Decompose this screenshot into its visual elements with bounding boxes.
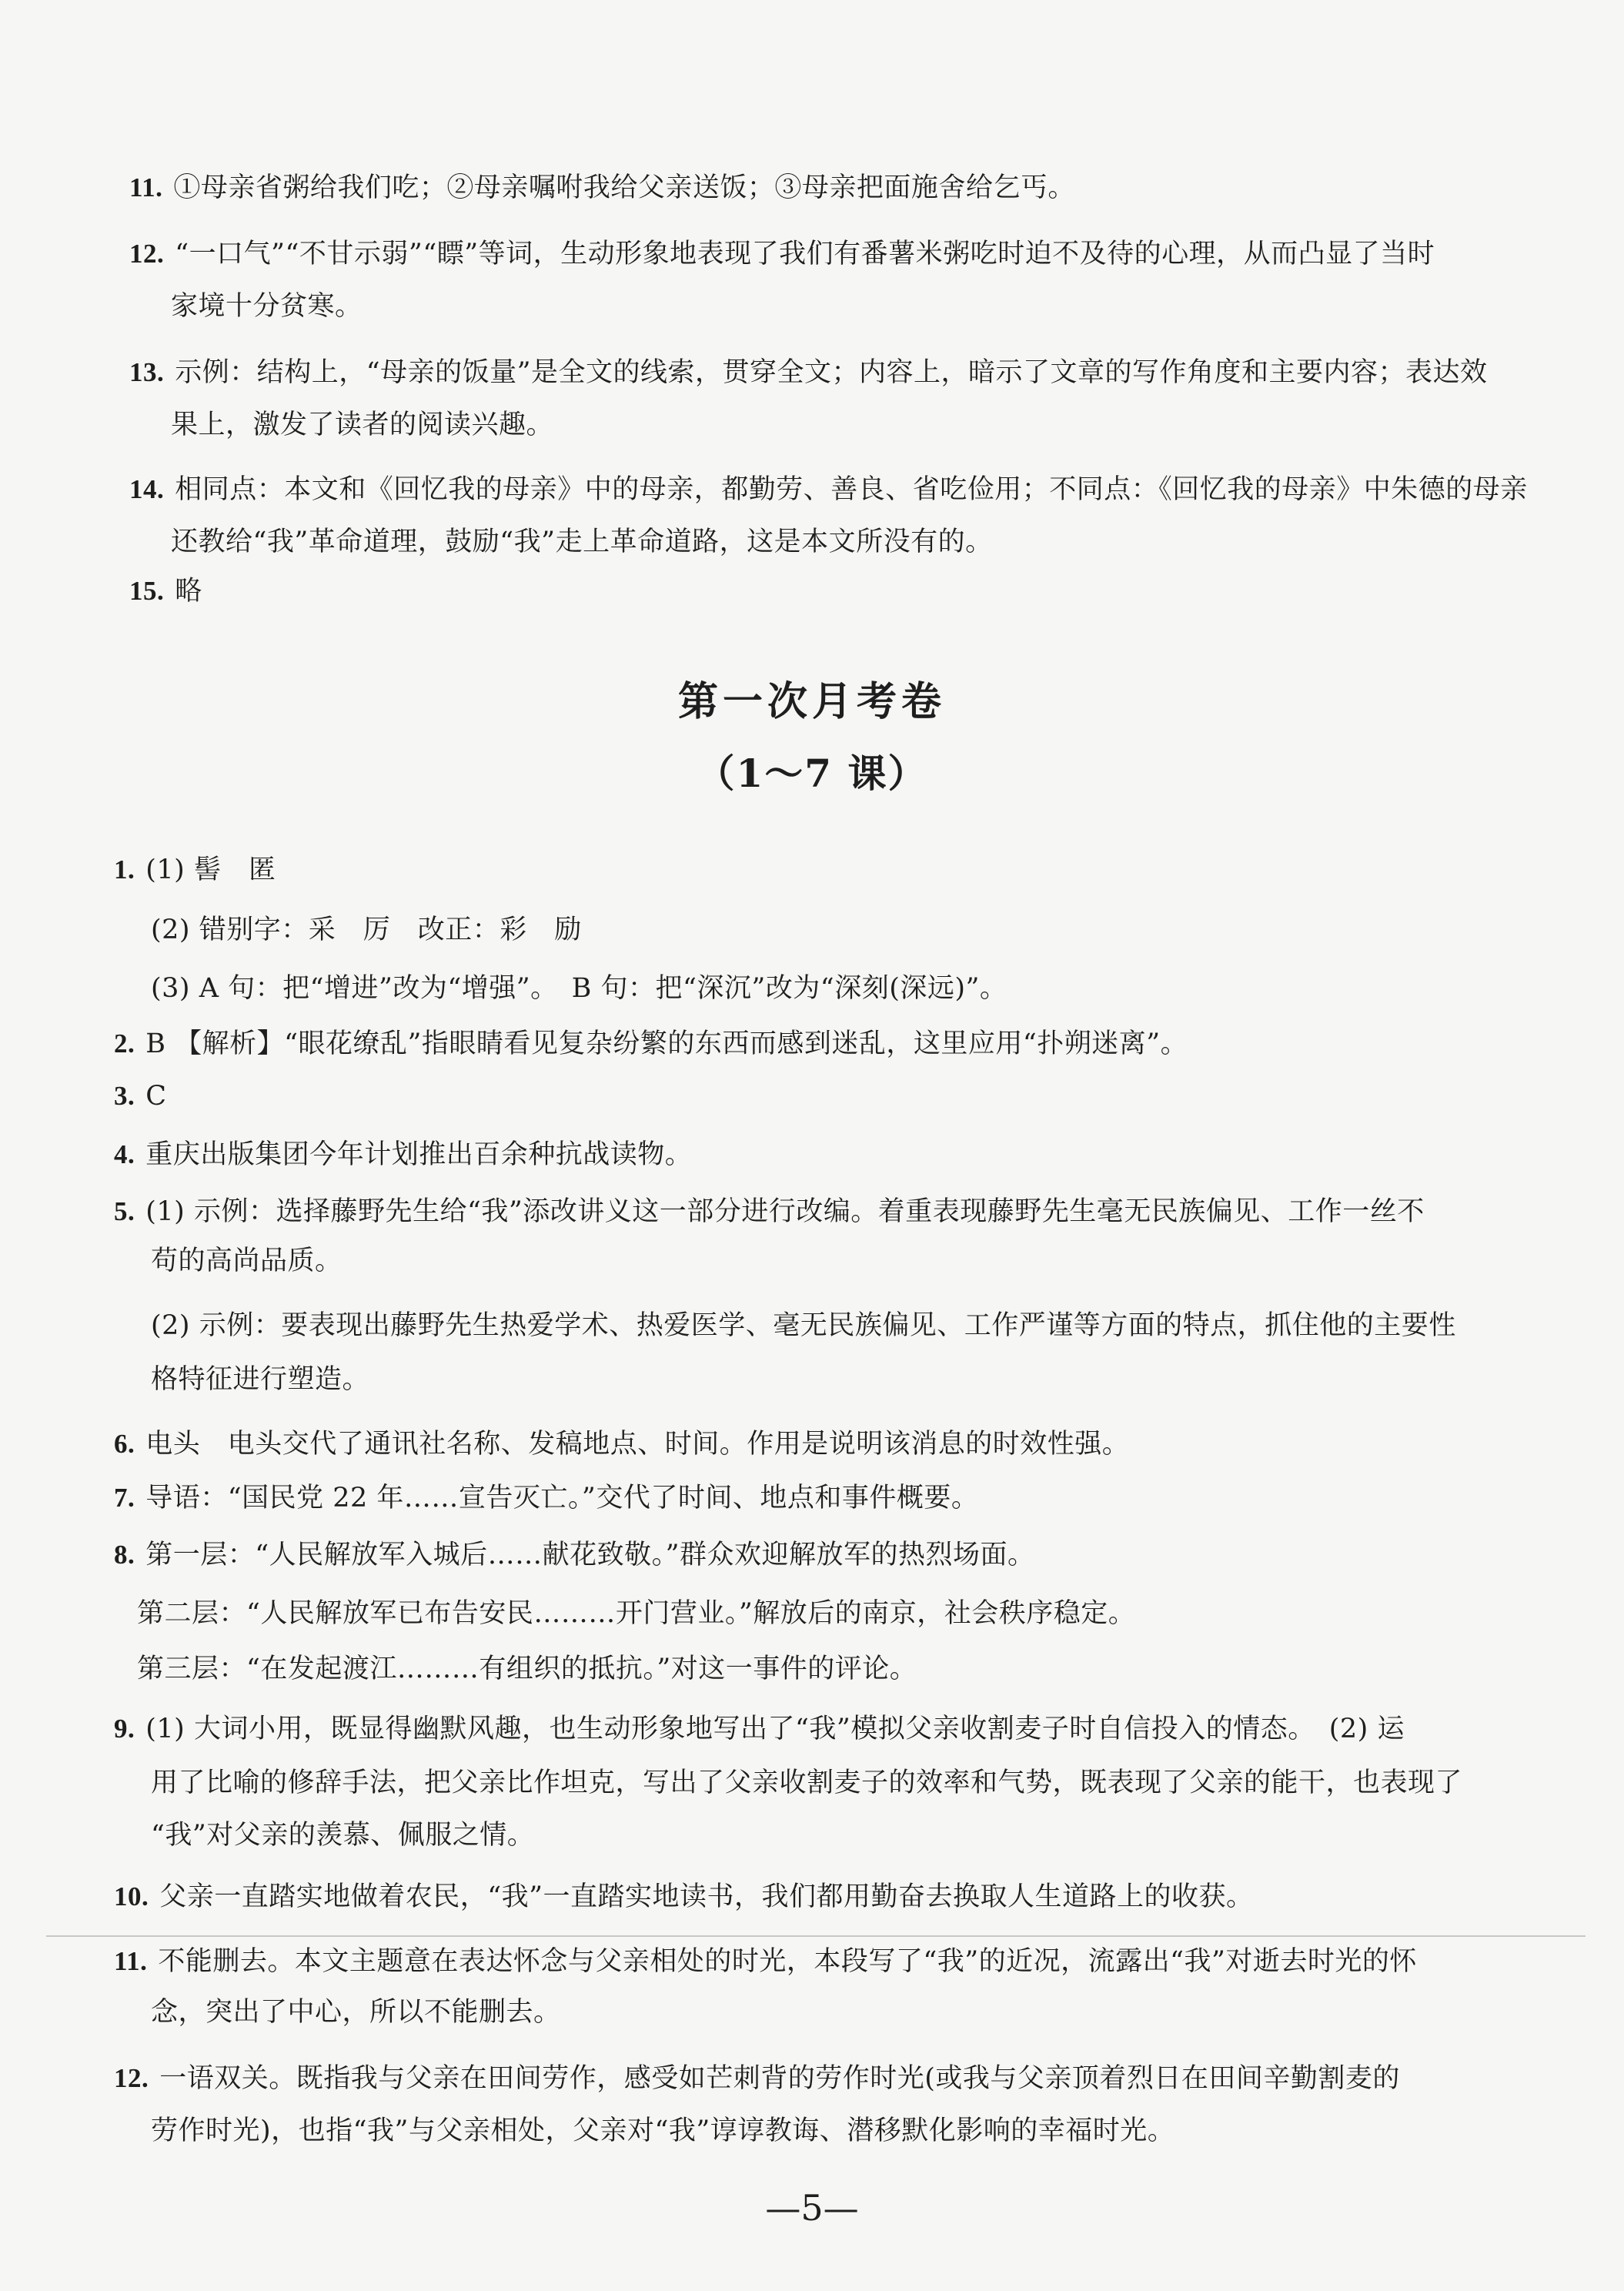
- item-text: 第一层：“人民解放军入城后……献花致敬。”群众欢迎解放军的热烈场面。: [145, 1540, 1035, 1570]
- item-number: 11.: [129, 172, 163, 202]
- page-number: —5—: [765, 2187, 859, 2229]
- item-text: 略: [175, 576, 202, 607]
- item-number: 12.: [114, 2063, 149, 2093]
- item-text-continued: 苟的高尚品质。: [151, 1246, 343, 1276]
- answer-item: [114, 1079, 167, 1113]
- answer-item: [114, 1427, 1129, 1461]
- item-text: (1) 大词小用，既显得幽默风趣，也生动形象地写出了“我”模拟父亲收割麦子时自信投入的情态。 (2) 运: [145, 1714, 1405, 1744]
- item-text: 重庆出版集团今年计划推出百余种抗战读物。: [145, 1139, 693, 1170]
- item-number: 5.: [114, 1196, 135, 1226]
- item-text: 一语双关。既指我与父亲在田间劳作，感受如芒刺背的劳作时光(或我与父亲顶着烈日在田间辛勤割麦的: [159, 2063, 1400, 2094]
- answer-item: [129, 237, 1435, 271]
- item-text: B 【解析】“眼花缭乱”指眼睛看见复杂纷繁的东西而感到迷乱，这里应用“扑朔迷离”。: [145, 1028, 1188, 1059]
- item-subpart: (2) 示例：要表现出藤野先生热爱学术、热爱医学、毫无民族偏见、工作严谨等方面的特点，抓住他的主要性: [151, 1310, 1456, 1341]
- answer-item: [114, 1945, 1417, 1978]
- item-text: C: [145, 1081, 167, 1112]
- item-number: 10.: [114, 1881, 149, 1911]
- item-text: 父亲一直踏实地做着农民，“我”一直踏实地读书，我们都用勤奋去换取人生道路上的收获。: [159, 1881, 1254, 1912]
- item-number: 6.: [114, 1429, 135, 1459]
- answer-item: [114, 1538, 1035, 1572]
- item-number: 12.: [129, 239, 165, 269]
- scan-fold-line: [46, 1935, 1586, 1937]
- answer-item: [129, 574, 202, 608]
- item-text-continued: 还教给“我”革命道理，鼓励“我”走上革命道路，这是本文所没有的。: [171, 527, 993, 557]
- item-number: 3.: [114, 1081, 135, 1111]
- item-text: (1) 示例：选择藤野先生给“我”添改讲义这一部分进行改编。着重表现藤野先生毫无民族偏见、工作一丝不: [145, 1196, 1425, 1227]
- answer-item: [114, 1138, 692, 1172]
- item-number: 2.: [114, 1028, 135, 1059]
- item-number: 1.: [114, 855, 135, 885]
- item-text: 导语：“国民党 22 年……宣告灭亡。”交代了时间、地点和事件概要。: [145, 1483, 979, 1513]
- item-text-continued: 格特征进行塑造。: [151, 1364, 370, 1395]
- item-subpart: 第二层：“人民解放军已布告安民………开门营业。”解放后的南京，社会秩序稳定。: [137, 1598, 1136, 1629]
- item-number: 15.: [129, 576, 165, 606]
- answer-item: [114, 1195, 1425, 1229]
- answer-item: [114, 1712, 1405, 1746]
- item-text: ①母亲省粥给我们吃；②母亲嘱咐我给父亲送饭；③母亲把面施舍给乞丐。: [173, 172, 1075, 203]
- answer-item: [129, 473, 1528, 507]
- item-number: 14.: [129, 474, 165, 504]
- item-text-continued: “我”对父亲的羡慕、佩服之情。: [151, 1820, 535, 1851]
- section-subtitle: （1～7 课）: [696, 751, 928, 796]
- item-subpart: (3) A 句：把“增进”改为“增强”。 B 句：把“深沉”改为“深刻(深远)”。: [151, 973, 1007, 1004]
- item-text-continued: 家境十分贫寒。: [171, 291, 363, 322]
- item-text: 示例：结构上，“母亲的饭量”是全文的线索，贯穿全文；内容上，暗示了文章的写作角度和主要内容；表达效: [175, 357, 1488, 388]
- item-number: 4.: [114, 1139, 135, 1169]
- answer-item: [114, 853, 276, 887]
- answer-item: [129, 356, 1488, 390]
- item-number: 8.: [114, 1540, 135, 1570]
- answer-item: [114, 1481, 978, 1515]
- item-number: 9.: [114, 1714, 135, 1744]
- answer-item: [114, 1027, 1188, 1061]
- answer-item: [114, 2062, 1400, 2095]
- item-text-continued: 果上，激发了读者的阅读兴趣。: [171, 410, 554, 440]
- item-text-continued: 劳作时光)，也指“我”与父亲相处，父亲对“我”谆谆教诲、潜移默化影响的幸福时光。: [151, 2115, 1175, 2146]
- item-text: 不能删去。本文主题意在表达怀念与父亲相处的时光，本段写了“我”的近况，流露出“我”对逝去时光的怀: [158, 1946, 1417, 1977]
- item-number: 7.: [114, 1483, 135, 1513]
- item-text: (1) 髻 匿: [145, 855, 276, 885]
- item-text: 相同点：本文和《回忆我的母亲》中的母亲，都勤劳、善良、省吃俭用；不同点：《回忆我的母亲》中朱德的母亲: [175, 474, 1528, 505]
- item-number: 13.: [129, 357, 165, 387]
- answer-item: [129, 171, 1075, 205]
- item-text-continued: 用了比喻的修辞手法，把父亲比作坦克，写出了父亲收割麦子的效率和气势，既表现了父亲的能干，也表现了: [151, 1768, 1463, 1798]
- item-text: 电头 电头交代了通讯社名称、发稿地点、时间。作用是说明该消息的时效性强。: [145, 1429, 1130, 1460]
- item-text-continued: 念，突出了中心，所以不能删去。: [151, 1997, 561, 2028]
- item-subpart: (2) 错别字：采 厉 改正：彩 励: [151, 915, 582, 945]
- item-number: 11.: [114, 1946, 148, 1976]
- section-title: 第一次月考卷: [677, 678, 946, 725]
- answer-item: [114, 1880, 1254, 1914]
- item-text: “一口气”“不甘示弱”“瞟”等词，生动形象地表现了我们有番薯米粥吃时迫不及待的心理，从而凸显了当时: [175, 239, 1435, 269]
- item-subpart: 第三层：“在发起渡江………有组织的抵抗。”对这一事件的评论。: [137, 1654, 917, 1684]
